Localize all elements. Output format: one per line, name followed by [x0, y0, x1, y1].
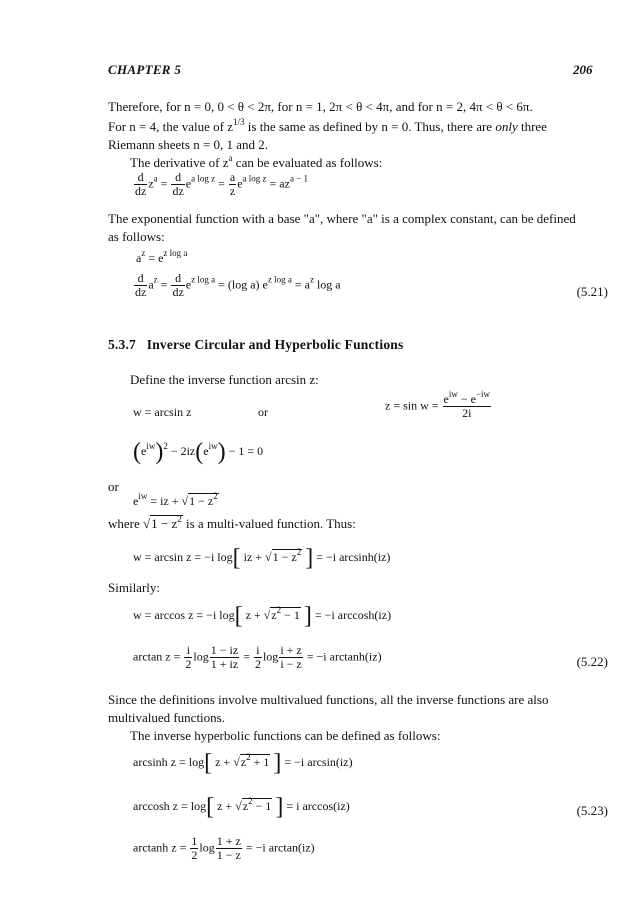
chapter-heading: CHAPTER 5	[108, 62, 182, 77]
equation-arcsinh: arcsinh z = log[ $z + √z^2 + 1$ ] = −i arcsin(iz)	[133, 750, 353, 776]
equation-number: (5.22)	[576, 654, 608, 669]
or-word: or	[108, 479, 119, 494]
equation-arcsin-log: w = arcsin z = −i log[ iz + $√1 - z^2$ ] = −i arcsinh(iz)	[133, 545, 391, 571]
paragraph-line: Similarly:	[108, 580, 160, 595]
page-number: 206	[573, 62, 593, 77]
equation-derivative-za: $\frac{d}{dz}$ $z^a$ = $\frac{d}{dz}$ $e^{a log z}$ = $\frac{a}{z}$ $e^{a log z} = az^{a - 1}$	[135, 170, 309, 199]
paragraph-line: For n = 4, the value of $z^{1/3}$ is the same as defined by n = 0. Thus, there are only three	[108, 117, 547, 134]
section-heading: 5.3.7 Inverse Circular and Hyperbolic Functions	[108, 337, 404, 352]
paragraph-line: The derivative of $z^a$ can be evaluated as follows:	[130, 153, 383, 170]
equation-number: (5.23)	[576, 803, 608, 818]
equation-arccosh: arccosh z = log[ $z + √z^2 - 1$ ] = i arccos(iz)	[133, 794, 350, 820]
paragraph-line: The inverse hyperbolic functions can be defined as follows:	[130, 728, 441, 743]
paragraph-line: Define the inverse function arcsin z:	[130, 372, 319, 387]
equation-arccos-log: w = arccos z = −i log[ $z + √z^2 - 1$ ] = −i arccosh(iz)	[133, 603, 392, 629]
paragraph-line: Since the definitions involve multivalued functions, all the inverse functions are also	[108, 692, 549, 707]
equation-eiw: $e^{iw}$ = iz + $√1 - z^2$	[133, 491, 218, 508]
paragraph-line: The exponential function with a base "a", where "a" is a complex constant, can be defined	[108, 211, 576, 226]
paragraph-line: Therefore, for n = 0, 0 < θ < 2π, for n = 1, 2π < θ < 4π, and for n = 2, 4π < θ < 6π.	[108, 99, 533, 114]
equation-number: (5.21)	[576, 284, 608, 299]
paragraph-line: Riemann sheets n = 0, 1 and 2.	[108, 137, 269, 152]
paragraph-line: as follows:	[108, 229, 165, 244]
equation-arctanh: arctanh z = $\frac{1}{2}$ log $\frac{1 + z}{1 - z}$ = −i arctan(iz)	[133, 834, 315, 863]
paragraph-line: where $√1 - z^2$ is a multi-valued function. Thus:	[108, 514, 356, 531]
equation-az-definition: $a^z = e^{z log a}$	[136, 248, 188, 265]
equation-arctan-log: arctan z = $\frac{i}{2}$ log $\frac{1 - iz}{1 + iz}$ = $\frac{i}{2}$ log $\frac{i + z}{i - z}$ = −i arctanh(iz)	[133, 643, 382, 672]
paragraph-line: multivalued functions.	[108, 710, 225, 725]
equation-arcsin-def: w = arcsin z	[133, 405, 192, 419]
equation-az-derivative: $\frac{d}{dz}$ $a^z$ = $\frac{d}{dz}$ $e^{z log a} = (\log$ a) $e^{z log a} = a^z$ log a	[135, 271, 341, 300]
or-word: or	[258, 405, 268, 419]
equation-quadratic: $(e^{iw})^2 - 2iz(e^{iw}) - 1 = 0$	[133, 439, 264, 465]
equation-sin-def: z = sin w = $\frac{e^{iw} - e^{-iw}}{2i}$	[385, 389, 491, 421]
